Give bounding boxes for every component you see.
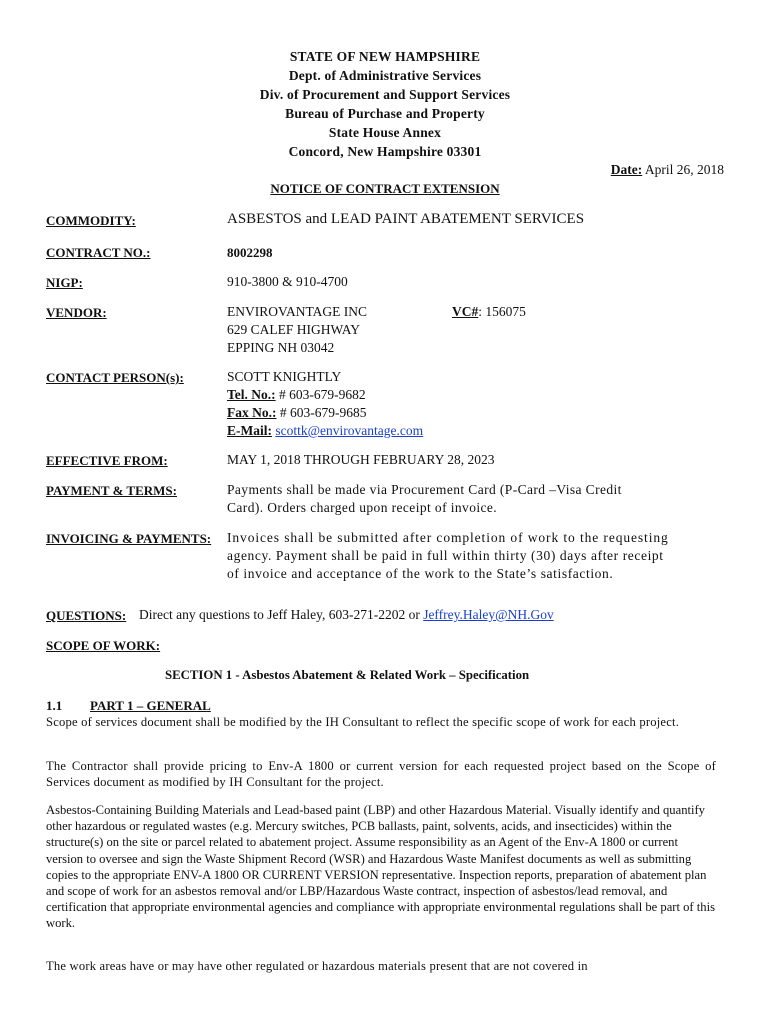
vendor-address2: EPPING NH 03042 bbox=[227, 340, 335, 355]
questions-text bbox=[139, 607, 554, 623]
tel-label: Tel. No.: bbox=[227, 387, 276, 402]
commodity-label: COMMODITY: bbox=[46, 213, 136, 228]
header-annex: State House Annex bbox=[328, 125, 442, 140]
header-state: STATE OF NEW HAMPSHIRE bbox=[289, 49, 481, 64]
payment-label: PAYMENT & TERMS: bbox=[46, 483, 177, 498]
invoicing-line1: Invoices shall be submitted after completion of work to the requesting bbox=[227, 530, 669, 545]
vendor-code bbox=[452, 304, 526, 320]
fax-value: # 603-679-9685 bbox=[276, 405, 367, 420]
notice-title: NOTICE OF CONTRACT EXTENSION bbox=[270, 181, 500, 196]
contact-email bbox=[227, 423, 423, 439]
vendor-name: ENVIROVANTAGE INC bbox=[227, 304, 368, 319]
invoicing-line2: agency. Payment shall be paid in full within thirty (30) days after receipt bbox=[227, 548, 664, 563]
tel-value: # 603-679-9682 bbox=[275, 387, 366, 402]
contact-tel bbox=[227, 387, 366, 403]
contract-no-label: CONTRACT NO.: bbox=[46, 245, 151, 260]
vendor-email-link[interactable]: scottk@envirovantage.com bbox=[275, 423, 424, 438]
contract-no-value: 8002298 bbox=[227, 245, 273, 260]
date-line bbox=[611, 162, 724, 178]
header-dept: Dept. of Administrative Services bbox=[288, 68, 482, 83]
effective-label: EFFECTIVE FROM: bbox=[46, 453, 168, 468]
contact-name: SCOTT KNIGHTLY bbox=[227, 369, 342, 384]
payment-line2: Card). Orders charged upon receipt of invoice. bbox=[227, 500, 498, 515]
scope-title: SCOPE OF WORK: bbox=[46, 638, 161, 653]
header-bureau: Bureau of Purchase and Property bbox=[285, 106, 485, 121]
header-division: Div. of Procurement and Support Services bbox=[259, 87, 511, 102]
questions-body: Direct any questions to Jeff Haley, 603-271-2202 or bbox=[139, 607, 424, 622]
invoicing-line3: of invoice and acceptance of the work to the State’s satisfaction. bbox=[227, 566, 614, 581]
header-city: Concord, New Hampshire 03301 bbox=[288, 144, 482, 159]
fax-label: Fax No.: bbox=[227, 405, 277, 420]
commodity-value: ASBESTOS and LEAD PAINT ABATEMENT SERVICES bbox=[227, 211, 585, 227]
invoicing-label: INVOICING & PAYMENTS: bbox=[46, 531, 212, 546]
vc-label: VC# bbox=[452, 304, 479, 319]
part-number: 1.1 bbox=[46, 698, 63, 713]
email-label: E-Mail: bbox=[227, 423, 272, 438]
effective-value: MAY 1, 2018 THROUGH FEBRUARY 28, 2023 bbox=[227, 452, 495, 467]
date-value: April 26, 2018 bbox=[644, 162, 724, 177]
questions-label: QUESTIONS: bbox=[46, 608, 127, 623]
vendor-label: VENDOR: bbox=[46, 305, 107, 320]
paragraph-pricing: The Contractor shall provide pricing to Env-A 1800 or current version for each requested project based on the Scope of Services document as modified by IH Consultant for the project. bbox=[46, 759, 716, 790]
paragraph-scope: Scope of services document shall be modified by the IH Consultant to reflect the specific scope of work for each project. bbox=[46, 715, 680, 729]
questions-email-link[interactable]: Jeffrey.Haley@NH.Gov bbox=[423, 607, 554, 622]
nigp-label: NIGP: bbox=[46, 275, 83, 290]
vc-value: : 156075 bbox=[478, 304, 526, 319]
vendor-address1: 629 CALEF HIGHWAY bbox=[227, 322, 361, 337]
date-label: Date: bbox=[610, 162, 643, 177]
part-title: PART 1 – GENERAL bbox=[90, 698, 211, 713]
paragraph-materials: Asbestos-Containing Building Materials and Lead-based paint (LBP) and other Hazardous Material. Visually identify and quantify other hazardous or regulated wastes (e.g. Mercury switches, PCB ballasts, paint, solvents, acids, and insecticides) within the structure(s) on the site or parcel related to abatement project. Assume responsibility as an Agent of the Env-A 1800 or current version to oversee and sign the Waste Shipment Record (WSR) and Hazardous Waste Manifest documents as well as submitting copies to the appropriate ENV-A 1800 OR CURRENT VERSION representative. Inspection reports, preparation of abatement plan and scope of work for an asbestos removal and/or LBP/Hazardous Waste contract, inspection of asbestos/lead removal, and certification that appropriate environmental agencies and compliance with appropriate environmental regulations shall be part of this work. bbox=[46, 803, 715, 931]
paragraph-work-areas: The work areas have or may have other regulated or hazardous materials present that are not covered in bbox=[46, 959, 588, 973]
contact-fax bbox=[227, 405, 367, 421]
payment-line1: Payments shall be made via Procurement Card (P-Card –Visa Credit bbox=[227, 482, 622, 497]
contact-label: CONTACT PERSON(s): bbox=[46, 370, 184, 385]
section-title: SECTION 1 - Asbestos Abatement & Related Work – Specification bbox=[165, 668, 530, 682]
nigp-value: 910-3800 & 910-4700 bbox=[227, 274, 348, 289]
